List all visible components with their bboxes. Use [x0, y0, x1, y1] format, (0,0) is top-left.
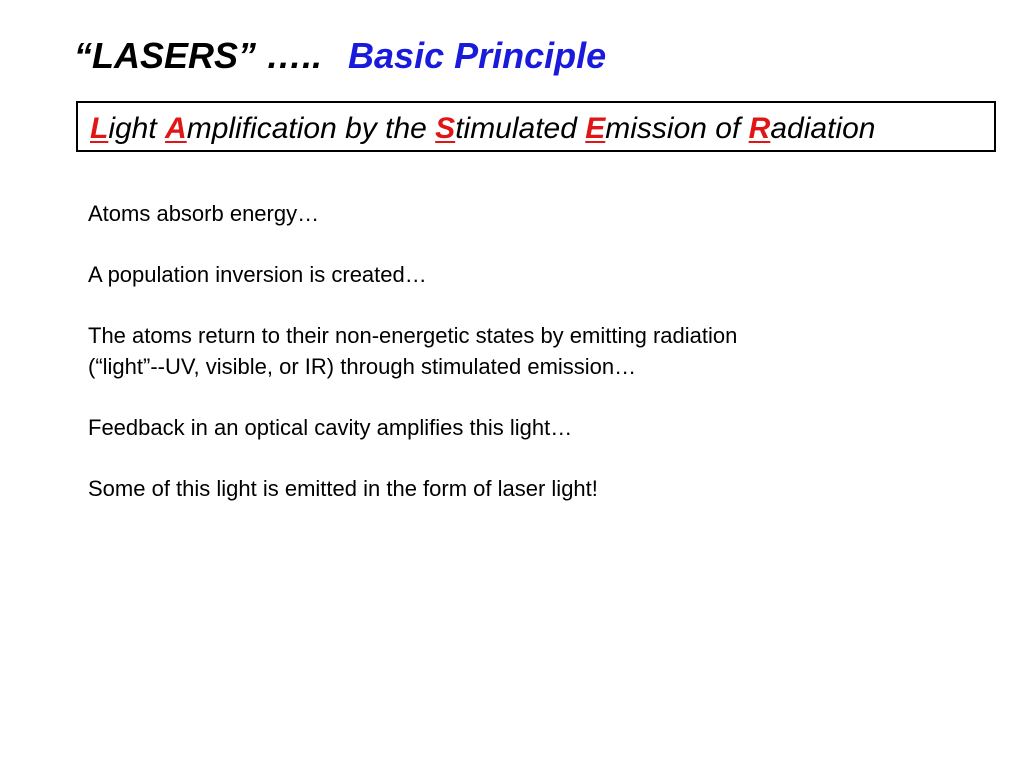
list-item-line: Atoms absorb energy…: [88, 201, 320, 226]
list-item: [88, 198, 988, 229]
acronym-word: [90, 112, 165, 145]
acronym-word: [585, 112, 748, 145]
list-item-line: A population inversion is created…: [88, 262, 427, 287]
list-item: [88, 259, 988, 290]
acronym-rest: ight: [108, 112, 166, 145]
list-item: [88, 412, 988, 443]
acronym-initial: A: [165, 112, 187, 145]
principle-list: [88, 198, 988, 534]
list-item-line: The atoms return to their non-energetic states by emitting radiation: [88, 323, 738, 348]
acronym-initial: L: [90, 112, 109, 145]
list-item: [88, 320, 988, 382]
slide-title: [74, 34, 606, 77]
acronym-word: [435, 112, 585, 145]
list-item-line: Feedback in an optical cavity amplifies this light…: [88, 415, 573, 440]
acronym-rest: adiation: [770, 112, 876, 145]
list-item: [88, 473, 988, 504]
title-prefix: “LASERS” …..: [74, 35, 323, 76]
acronym-rest: timulated: [455, 112, 586, 145]
acronym-word: [165, 112, 435, 145]
title-accent: Basic Principle: [348, 35, 607, 76]
acronym-initial: E: [585, 112, 606, 145]
acronym-initial: S: [435, 112, 456, 145]
acronym-word: [749, 112, 876, 145]
acronym-rest: mission of: [605, 112, 749, 145]
acronym-rest: mplification by the: [186, 112, 436, 145]
acronym-initial: R: [748, 112, 771, 145]
list-item-line: Some of this light is emitted in the form of laser light!: [88, 476, 598, 501]
list-item-line: (“light”--UV, visible, or IR) through stimulated emission…: [88, 354, 637, 379]
acronym-box: [76, 101, 996, 152]
